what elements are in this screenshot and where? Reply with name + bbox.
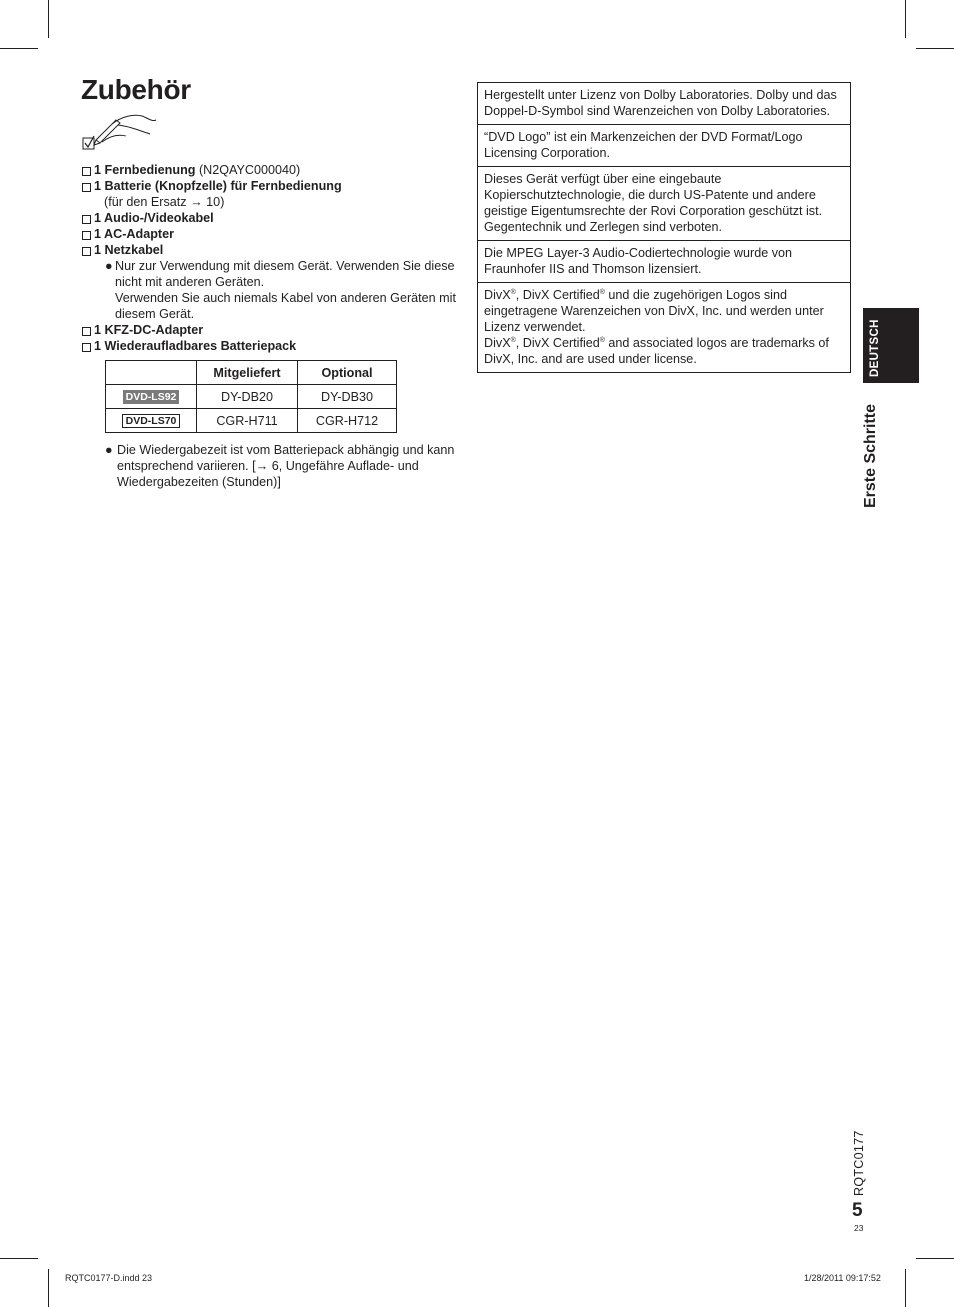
table-row (106, 385, 397, 409)
table-cell: CGR-H712 (298, 409, 397, 433)
table-header-empty (106, 361, 197, 385)
license-dvd-logo: “DVD Logo” ist ein Markenzeichen der DVD Format/Logo Licensing Corporation. (478, 125, 850, 167)
checkbox-icon (82, 247, 91, 256)
battery-note: ● Die Wiedergabezeit ist vom Batteriepack abhängig und kann entsprechend variieren. [→ 6, Ungefähre Auflade- und Wiedergabezeiten (Stunden)] (105, 443, 455, 489)
table-header-row (106, 361, 397, 385)
checkbox-icon (82, 343, 91, 352)
checkbox-icon (82, 183, 91, 192)
license-rovi: Dieses Gerät verfügt über eine eingebaute Kopierschutztechnologie, die durch US-Patente und andere geistige Eigentumsrechte der Rovi Corporation geschützt ist. Gegentechnik und Zerlegen sind verboten. (478, 167, 850, 241)
table-row (106, 409, 397, 433)
list-item: 1 Batterie (Knopfzelle) für Fernbedienung (82, 178, 460, 194)
section-label: Erste Schritte (862, 403, 879, 508)
license-mpeg: Die MPEG Layer-3 Audio-Codiertechnologie wurde von Fraunhofer IIS and Thomson lizensiert. (478, 241, 850, 283)
list-item-note: ● Nur zur Verwendung mit diesem Gerät. Verwenden Sie diese nicht mit anderen Geräten. Verwenden Sie auch niemals Kabel von anderen Geräten mit diesem Gerät. (105, 259, 456, 321)
model-badge: DVD-LS92 (123, 390, 180, 404)
checkbox-icon (82, 327, 91, 336)
table-cell: CGR-H711 (197, 409, 298, 433)
crop-mark (48, 0, 49, 38)
list-item: 1 AC-Adapter (82, 226, 460, 242)
checklist-pen-icon (82, 112, 158, 152)
crop-mark (48, 1269, 49, 1307)
crop-mark (905, 0, 906, 38)
model-badge: DVD-LS70 (122, 414, 181, 428)
table-cell-model (106, 385, 197, 409)
page-title: Zubehör (81, 74, 191, 105)
crop-mark (916, 1258, 954, 1259)
page-number-small: 23 (854, 1223, 864, 1233)
list-item: 1 KFZ-DC-Adapter (82, 322, 460, 338)
page-number: 5 (852, 1200, 863, 1221)
table-cell: DY-DB20 (197, 385, 298, 409)
doc-code: RQTC0177 (852, 1130, 866, 1196)
table-cell-model (106, 409, 197, 433)
checkbox-icon (82, 215, 91, 224)
bullet-icon: ● (105, 443, 113, 457)
footer-file-info: RQTC0177-D.indd 23 (65, 1273, 153, 1283)
license-boxes (477, 82, 851, 373)
list-item: 1 Netzkabel (82, 242, 460, 258)
crop-mark (905, 1269, 906, 1307)
table-cell: DY-DB30 (298, 385, 397, 409)
accessory-list (82, 162, 460, 354)
table-header-optional: Optional (298, 361, 397, 385)
checkbox-icon (82, 231, 91, 240)
table-header-included: Mitgeliefert (197, 361, 298, 385)
list-item: 1 Audio-/Videokabel (82, 210, 460, 226)
footer-timestamp: 1/28/2011 09:17:52 (804, 1273, 881, 1283)
crop-mark (916, 48, 954, 49)
divx-german: DivX®, DivX Certified® und die zugehörigen Logos sind eingetragene Warenzeichen von DivX, Inc. und werden unter Lizenz verwendet. (484, 288, 824, 334)
license-divx (478, 283, 850, 373)
license-dolby: Hergestellt unter Lizenz von Dolby Laboratories. Dolby und das Doppel-D-Symbol sind Warenzeichen von Dolby Laboratories. (478, 83, 850, 125)
crop-mark (0, 1258, 38, 1259)
list-item: 1 Wiederaufladbares Batteriepack (82, 338, 460, 354)
divx-english: DivX®, DivX Certified® and associated logos are trademarks of DivX, Inc. and are used under license. (484, 336, 829, 366)
language-tab-label: DEUTSCH (869, 319, 881, 377)
bullet-icon: ● (105, 259, 113, 273)
checkbox-icon (82, 167, 91, 176)
crop-mark (0, 48, 38, 49)
list-item-note: (für den Ersatz → 10) (104, 195, 225, 209)
list-item: 1 Fernbedienung (N2QAYC000040) (82, 162, 460, 178)
battery-table (105, 360, 397, 433)
